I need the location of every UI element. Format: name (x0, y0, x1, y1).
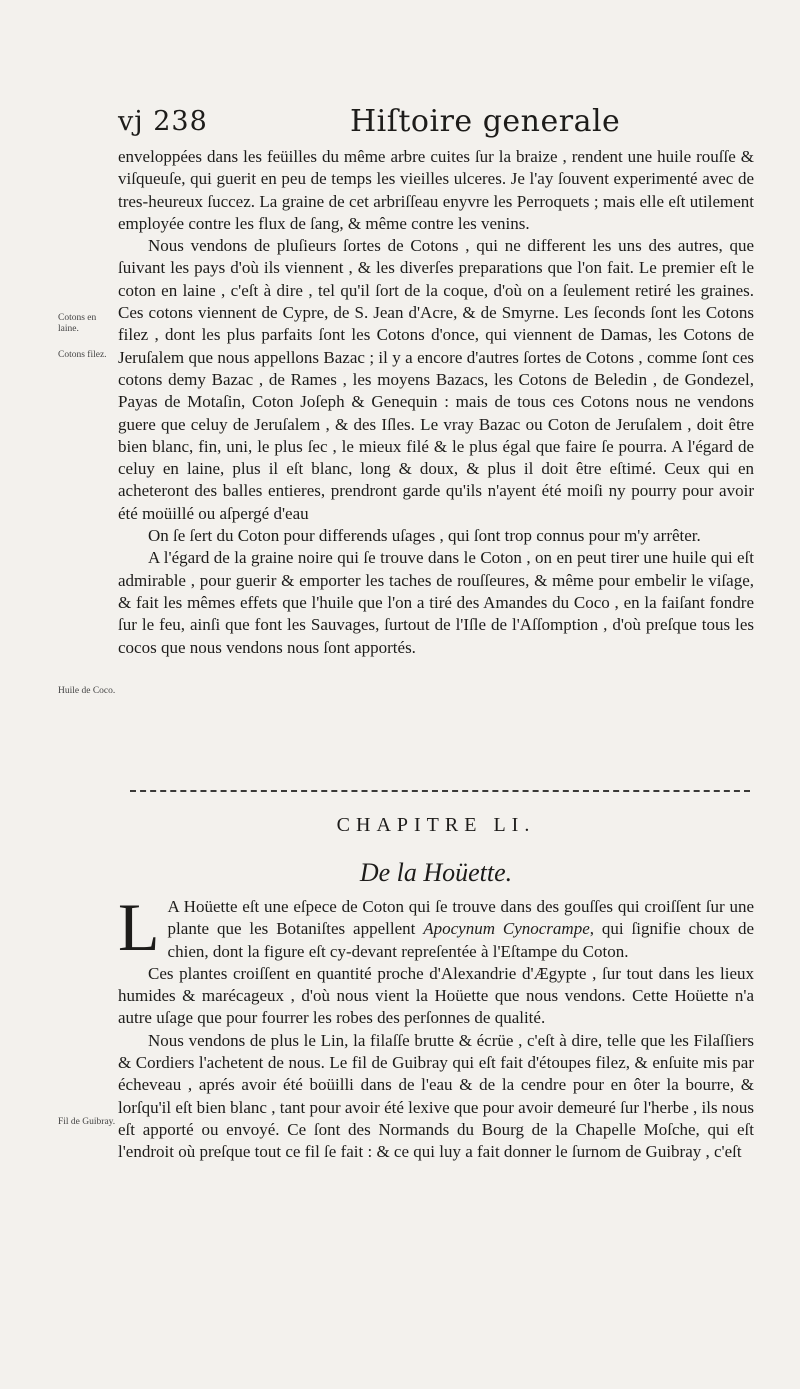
margin-note-cotons-laine: Cotons en laine. (58, 313, 97, 334)
paragraph-lin: Nous vendons de plus le Lin, la filaſſe brutte & écrüe , c'eſt à dire, telle que les Filaſſiers & Cordiers l'achetent de nous. Le fil de Guibray qui eſt fait d'étoupes filez, & enſuite mis par écheveau , aprés avoir été boüilli dans de l'eau & de la cendre pour en ôter la bourre, & lorſqu'il eſt bien blanc , tant pour avoir été lexive que pour avoir demeuré ſur l'herbe , ils nous eſt apporté ou envoyé. Ce ſont des Normands du Bourg de la Chapelle Moſche, qui eſt l'endroit où preſque tout ce fil ſe fait : & ce qui luy a fait donner le ſurnom de Guibray , c'eſt (118, 1030, 754, 1162)
margin-note-cotons-filez: Cotons filez. (58, 350, 107, 360)
paragraph: enveloppées dans les feüilles du même arbre cuites ſur la braize , rendent une huile rouſſe & viſqueuſe, qui guerit en peu de temps les vieilles ulceres. Je l'ay ſouvent experimenté avec de tres-heureux ſuccez. La graine de cet arbriſſeau enyvre les Perroquets ; mais elle eſt utilement employée contre les flux de ſang, & même contre les venins. (118, 147, 754, 233)
divider-rule (130, 790, 750, 792)
drop-cap: L (118, 889, 160, 965)
page-number: vj 238 (118, 106, 208, 137)
text-block-chapter (118, 889, 754, 1164)
text-block-top (118, 146, 754, 659)
paragraph-cotons: Nous vendons de pluſieurs ſortes de Cotons , qui ne different les uns des autres, que ſuivant les pays d'où ils viennent , & les diverſes preparations que l'on fait. Le premier eſt le coton en laine , c'eſt à dire , tel qu'il ſort de la coque, d'où on a ſeulement retiré les graines. Ces cotons viennent de Cypre, de S. Jean d'Acre, & de Smyrne. Les ſeconds ſont les Cotons filez , dont les plus parfaits ſont les Cotons d'once, qui viennent de Damas, les Cotons de Jeruſalem que nous appellons Bazac ; il y a encore d'autres ſortes de Cotons , comme ſont ces cotons demy Bazac , de Rames , les moyens Bazacs, les Cotons de Beledin , de Gondezel, Payas de Motaſin, Coton Joſeph & Genequin : mais de tous ces Cotons nous ne vendons guere que celuy de Jeruſalem , & des Iſles. Le vray Bazac ou Coton de Jeruſalem , doit être bien blanc, fin, uni, le plus ſec , le mieux filé & le plus égal que faire ſe pourra. A l'égard de celuy en laine, plus il eſt blanc, long & doux, & plus il doit être eſtimé. Ceux qui en acheteront des balles entieres, prendront garde qu'ils n'ayent été moiſi ny pourry pour avoir été moüillé ou aſpergé d'eau (118, 236, 754, 523)
latin-name: Apocynum Cynocrampe (423, 919, 590, 939)
paragraph-houette: L A Hoüette eſt une eſpece de Coton qui ſe trouve dans des gouſſes qui croiſſent ſur une plante que les Botaniſtes appellent Apocynum Cynocrampe, qui ſignifie choux de chien, dont la figure eſt cy-devant repreſentée à l'Eſtampe du Coton. (118, 889, 754, 965)
paragraph-huile: A l'égard de la graine noire qui ſe trouve dans le Coton , on en peut tirer une huile qui eſt admirable , pour guerir & emporter les taches de rouſſeures, & même pour embelir le viſage, & fait les mêmes effets que l'huile que l'on a tiré des Amandes du Coco , en la faiſant fondre ſur le feu, ainſi que font les Sauvages, ſurtout de l'Iſle de l'Aſſomption , d'où preſque tous les cocos que nous vendons nous ſont apportés. (118, 548, 754, 657)
running-head (118, 104, 758, 144)
chapter-heading: CHAPITRE LI. (336, 814, 536, 836)
chapter-subtitle: De la Hoüette. (359, 858, 513, 887)
paragraph-plantes: Ces plantes croiſſent en quantité proche d'Alexandrie d'Ægypte , ſur tout dans les lieux humides & marécageux , d'où nous vient la Hoüette que nous vendons. Cette Hoüette n'a autre uſage que pour fourrer les robes des perſonnes de qualité. (118, 963, 754, 1028)
running-title: Hiſtoire generale (350, 104, 621, 139)
margin-note-huile-coco: Huile de Coco. (58, 686, 116, 696)
margin-note-fil-guibray: Fil de Guibray. (58, 1117, 116, 1127)
paragraph-usages: On ſe ſert du Coton pour differends uſages , qui ſont trop connus pour m'y arrêter. (148, 526, 701, 546)
